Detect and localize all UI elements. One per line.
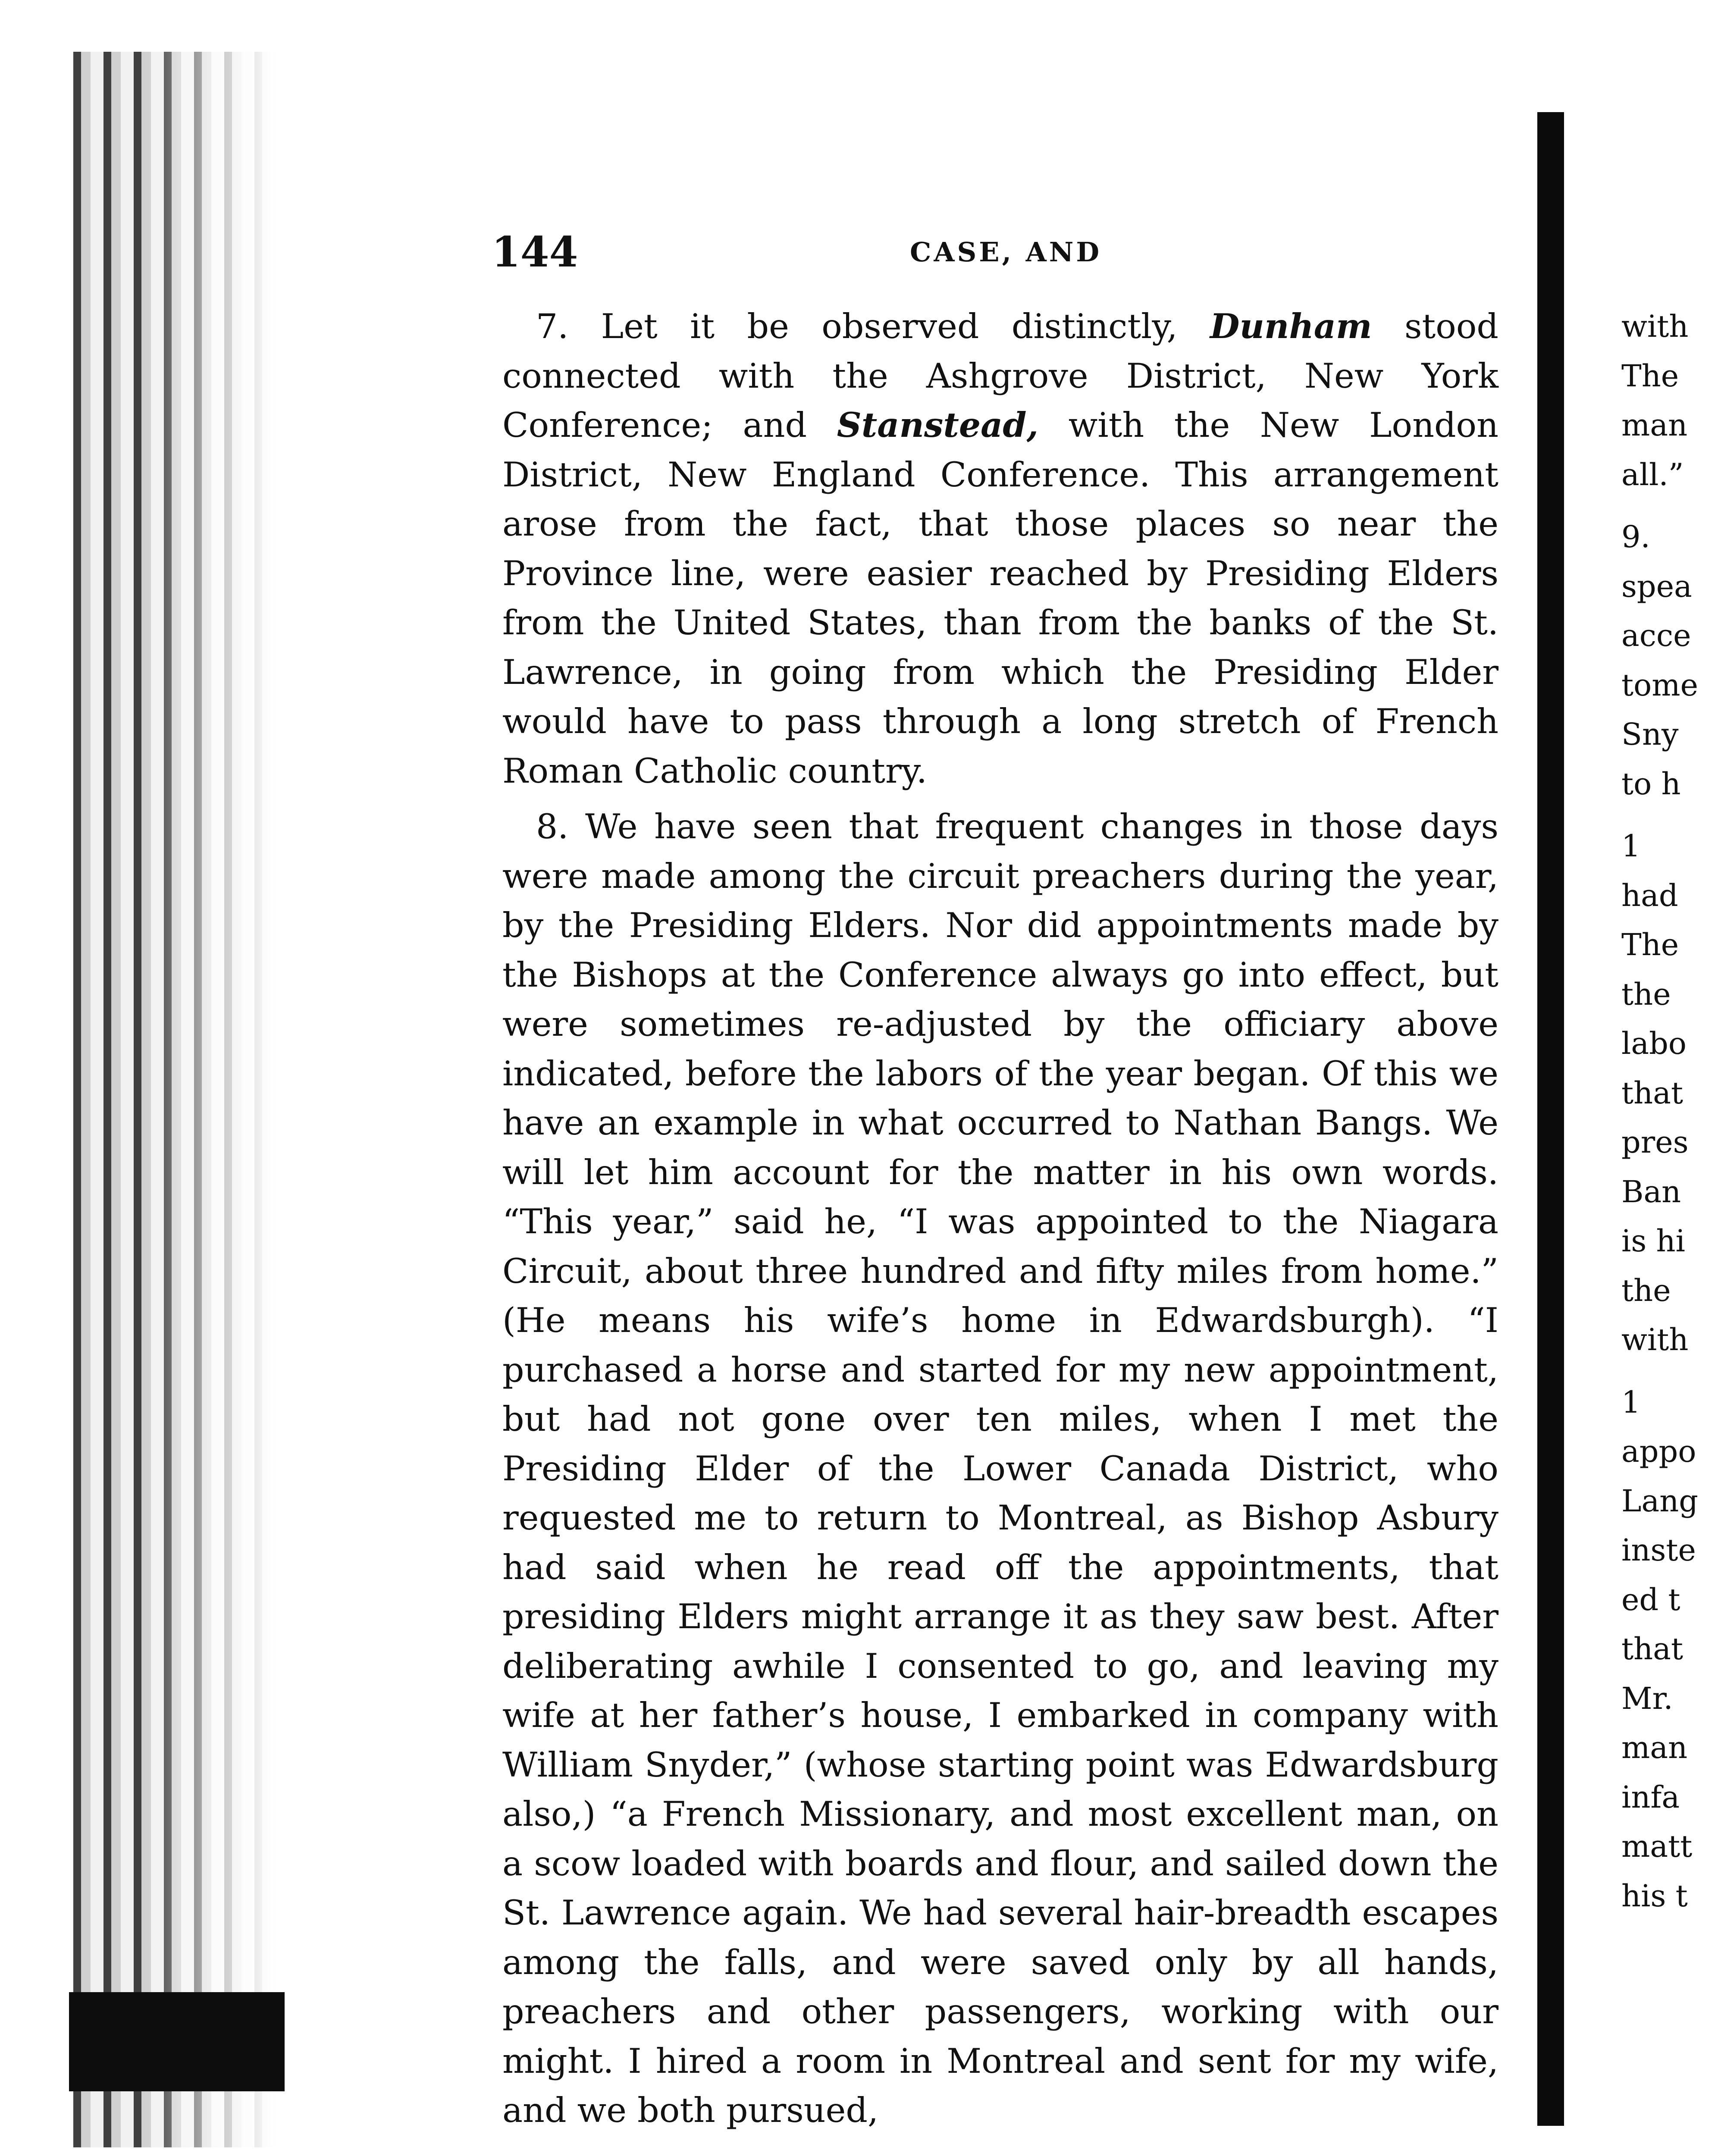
facing-line: man [1621, 407, 1688, 443]
facing-line: pres [1621, 1125, 1689, 1160]
binding-shadow [73, 52, 276, 2147]
facing-line: The [1621, 927, 1679, 962]
running-head: CASE, AND [910, 236, 1102, 268]
facing-page-text [1621, 302, 1721, 1940]
facing-line: Mr. [1621, 1680, 1673, 1716]
binding-dark-corner [69, 1992, 285, 2091]
facing-line: appo [1621, 1434, 1696, 1469]
facing-line: ed t [1621, 1582, 1680, 1617]
facing-line: acce [1621, 618, 1691, 653]
facing-line: matt [1621, 1829, 1693, 1864]
facing-line: infa [1621, 1779, 1680, 1815]
facing-line: man [1621, 1730, 1688, 1765]
paragraph-number: 8. [536, 807, 569, 846]
facing-line: that [1621, 1075, 1683, 1111]
facing-line: the [1621, 1272, 1671, 1308]
facing-line: 9. [1621, 519, 1650, 555]
paragraph-7 [502, 302, 1498, 796]
facing-line: with [1621, 1322, 1689, 1357]
facing-line: 1 [1621, 1384, 1641, 1420]
paragraph-text: Let it be observed distinctly, [568, 307, 1210, 346]
facing-line: with [1621, 309, 1689, 344]
facing-line: 1 [1621, 828, 1641, 864]
facing-line: inste [1621, 1532, 1696, 1568]
emphasis-stanstead: Stanstead, [837, 405, 1039, 445]
facing-line: labo [1621, 1026, 1687, 1061]
facing-line: his t [1621, 1878, 1688, 1914]
facing-line: Lang [1621, 1483, 1699, 1519]
facing-line: Ban [1621, 1174, 1681, 1210]
paragraph-text: We have seen that frequent changes in those days were made among the circuit preachers during the year, by the Presiding Elders. Nor did appointments made by the Bishops at the Conference always go into effect, but were sometimes re-adjusted by the officiary above indicated, before the labors of the year began. Of this we have an example in what occurred to Nathan Bangs. We will let him account for the matter in his own words. “This year,” said he, “I was appointed to the Niagara Circuit, about three hundred and fifty miles from home.” (He means his wife’s home in Edwardsburgh). “I purchased a horse and started for my new appointment, but had not gone over ten miles, when I met the Presiding Elder of the Lower Canada District, who requested me to return to Montreal, as Bishop Asbury had said when he read off the appointments, that presiding Elders might arrange it as they saw best. After deliberating awhile I consented to go, and leaving my wife at her father’s house, I embarked in company with William Snyder,” (whose starting point was Edwardsburg also,) “a French Missionary, and most excellent man, on a scow loaded with boards and flour, and sailed down the St. Lawrence again. We had several hair-breadth escapes among the falls, and were saved only by all hands, preachers and other passengers, working with our might. I hired a room in Montreal and sent for my wife, and we both pursued, [502, 807, 1498, 2130]
facing-line: to h [1621, 766, 1681, 802]
page-header [492, 220, 1505, 285]
facing-line: is hi [1621, 1223, 1686, 1259]
facing-page-edge [1537, 112, 1564, 2126]
facing-line: the [1621, 976, 1671, 1012]
paragraph-number: 7. [536, 307, 569, 346]
facing-line: spea [1621, 568, 1692, 604]
facing-line: tome [1621, 667, 1699, 703]
paragraph-8 [502, 802, 1498, 2135]
paragraph-text: with the New London District, New England Conference. This arrangement arose from the fact, that those places so near the Province line, were easier reached by Presiding Elders from the United States, than from the banks of the St. Lawrence, in going from which the Presiding Elder would have to pass through a long stretch of French Roman Catholic country. [502, 405, 1498, 791]
facing-line: that [1621, 1631, 1683, 1667]
facing-line: The [1621, 358, 1679, 394]
page-number: 144 [492, 228, 578, 276]
facing-line: had [1621, 877, 1678, 913]
emphasis-dunham: Dunham [1210, 306, 1372, 346]
paragraph-text: stood connected with the Ashgrove District, New York Conference; and [502, 307, 1498, 445]
facing-line: all.” [1621, 457, 1684, 492]
facing-line: Sny [1621, 717, 1679, 752]
body-text [502, 302, 1498, 2142]
